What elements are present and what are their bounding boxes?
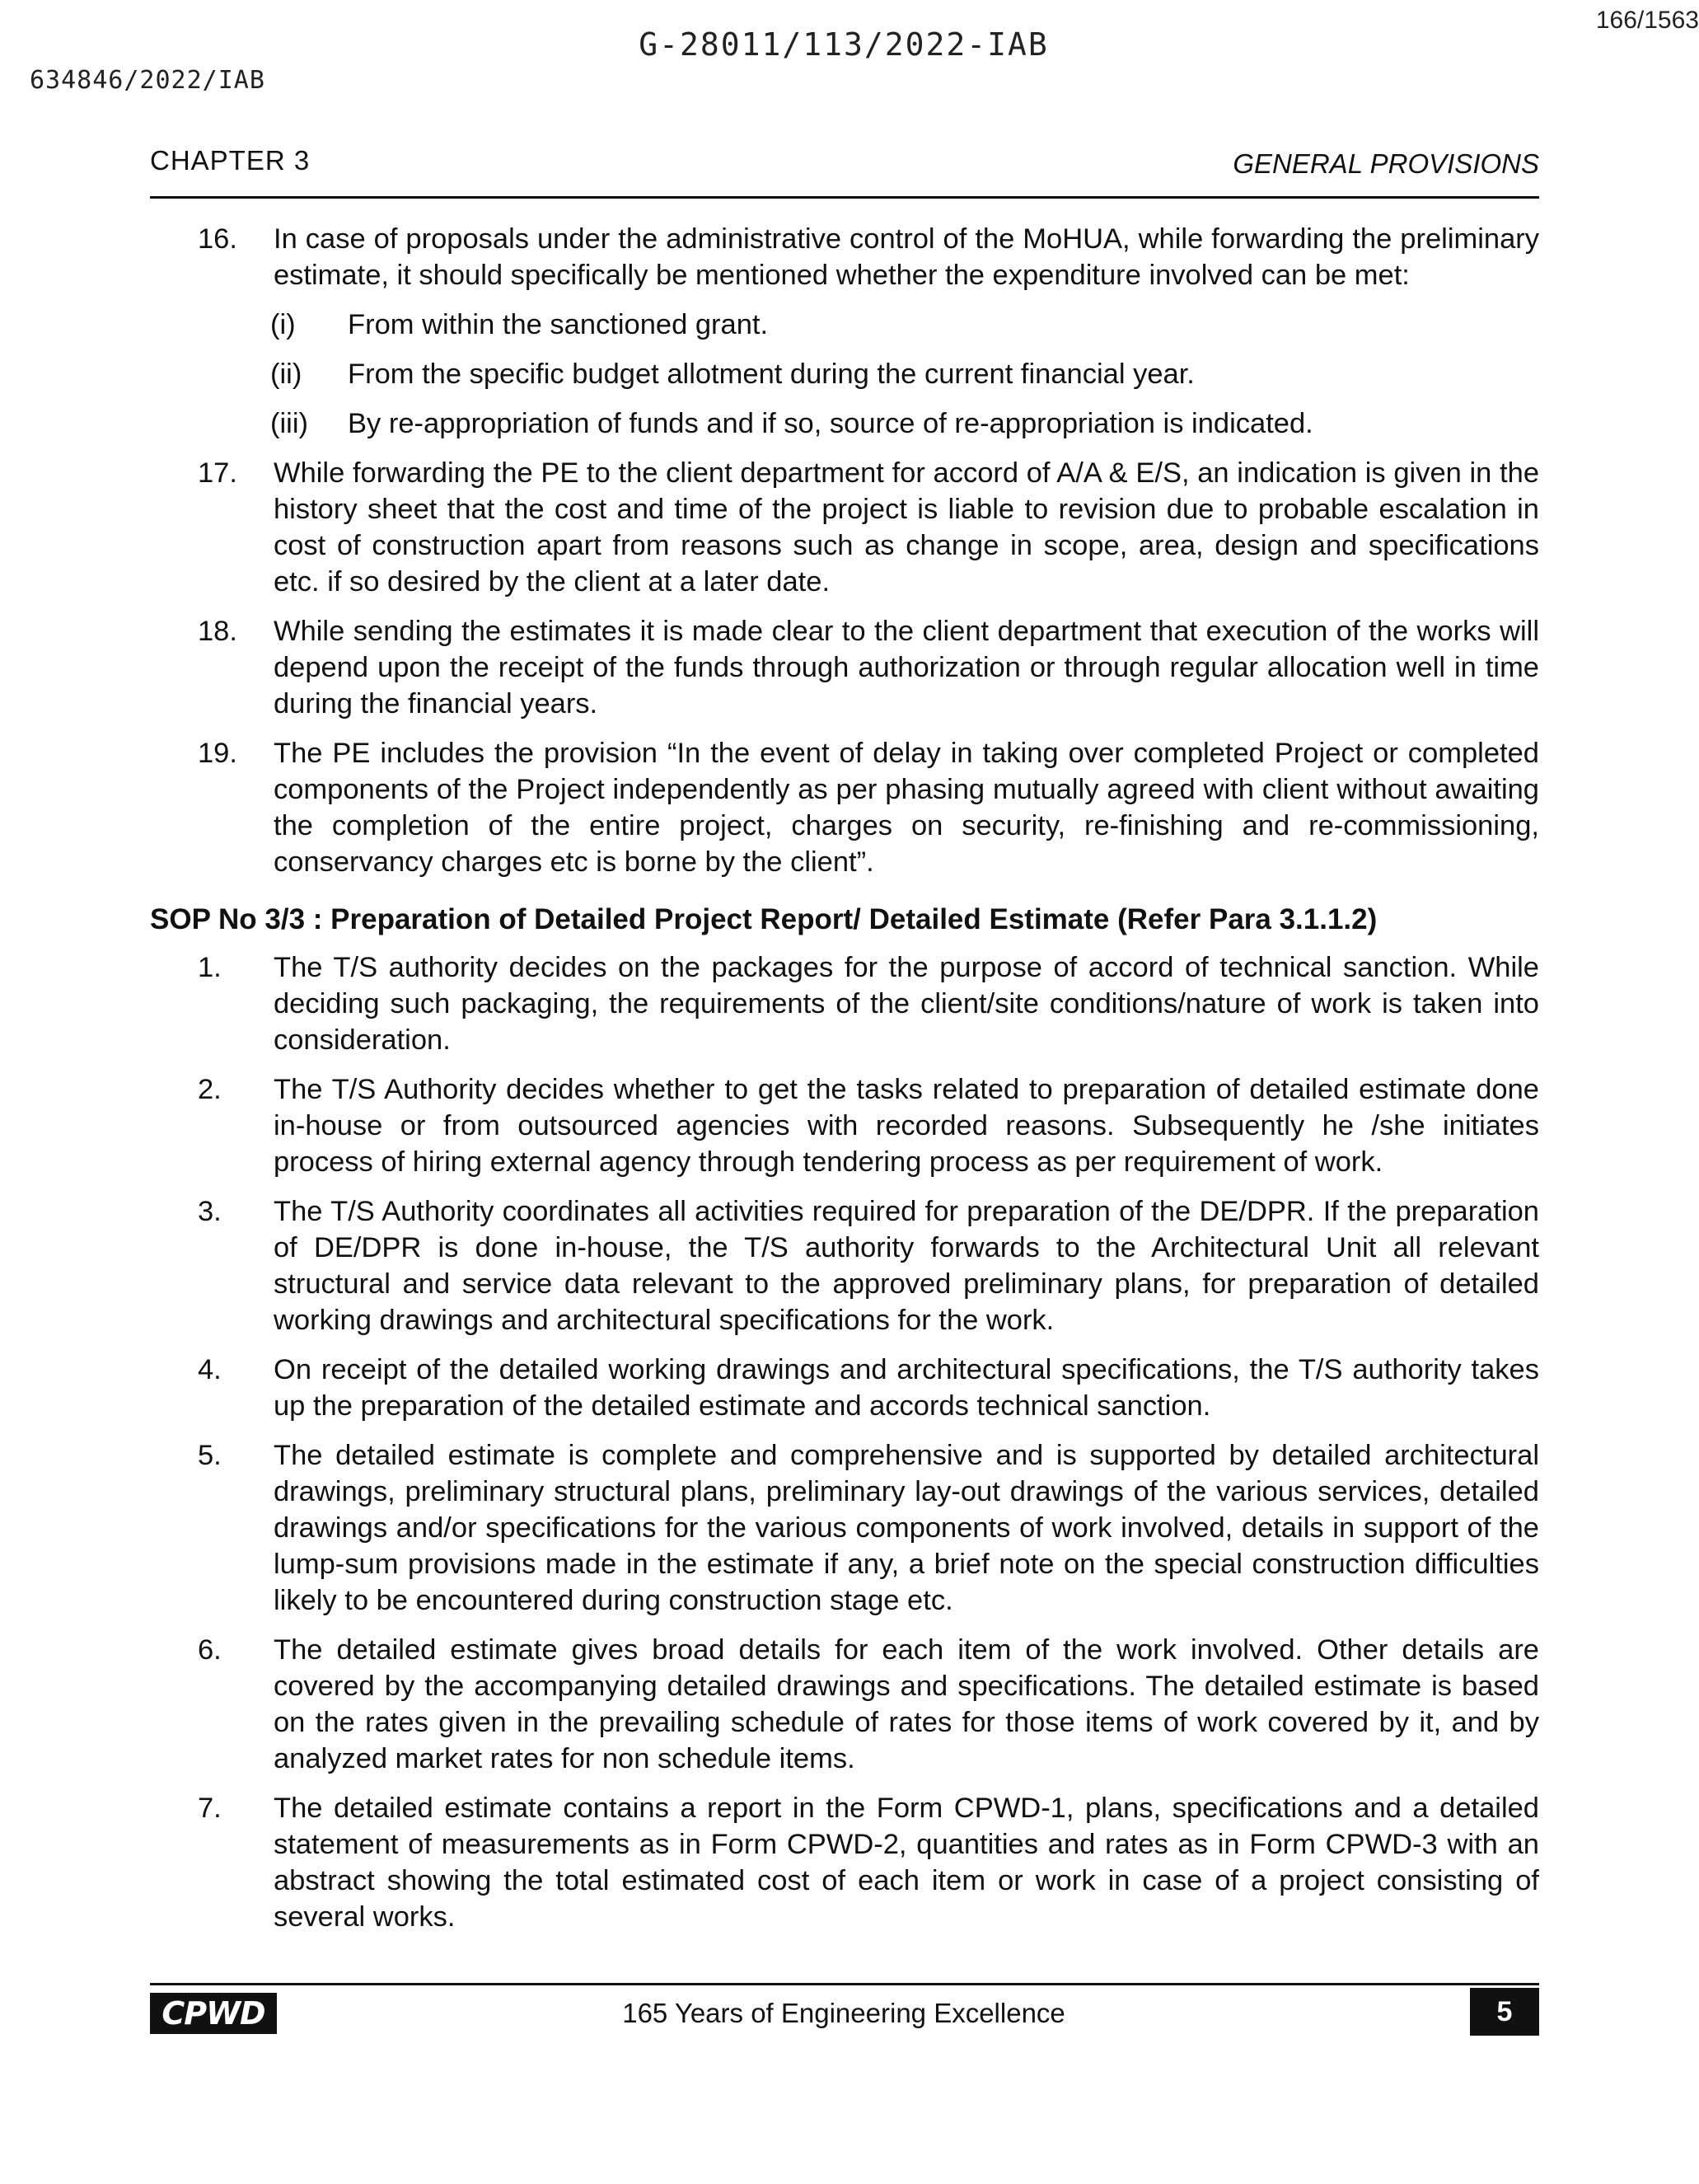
sub-item-text: From within the sanctioned grant.: [348, 309, 769, 340]
header-divider: [150, 196, 1539, 199]
item-text: The detailed estimate contains a report in the Form CPWD-1, plans, specifications and a detailed statement of measurements as in Form CPWD-2, quantities and rates as in Form CPWD-3 with an abstract showing the total estimated cost of each item or work in case of a project consisting of several works.: [274, 1793, 1539, 1933]
list-item: [150, 735, 1539, 880]
item-text: The T/S authority decides on the packages for the purpose of accord of technical sanction. While deciding such packaging, the requirements of the client/site conditions/nature of work is taken into consideration.: [274, 952, 1539, 1056]
item-number: 18.: [198, 616, 237, 647]
cpwd-logo: CPWD: [150, 1993, 277, 2034]
item-text: While forwarding the PE to the client department for accord of A/A & E/S, an indication is given in the history sheet that the cost and time of the project is liable to revision due to probable escalation in cost of construction apart from reasons such as change in scope, area, design and specifications etc. if so desired by the client at a later date.: [274, 457, 1539, 598]
item-number: 1.: [198, 952, 222, 983]
list-item: [150, 613, 1539, 722]
running-header: [150, 142, 1539, 191]
item-number: 3.: [198, 1196, 222, 1227]
sub-item-text: From the specific budget allotment during the current financial year.: [348, 359, 1195, 390]
item-text: In case of proposals under the administrative control of the MoHUA, while forwarding the preliminary estimate, it should specifically be mentioned whether the expenditure involved can be met:: [274, 223, 1539, 291]
list-item: [150, 1071, 1539, 1180]
item-number: 6.: [198, 1634, 222, 1666]
item-text: The PE includes the provision “In the event of delay in taking over completed Project or completed components of the Project independently as per phasing mutually agreed with client without awaiting the completion of the entire project, charges on security, re-finishing and re-commissioning, conservancy charges etc is borne by the client”.: [274, 738, 1539, 878]
sub-list-item: [150, 356, 1539, 392]
page-body: [150, 221, 1539, 1948]
item-number: 17.: [198, 457, 237, 489]
list-item: [150, 949, 1539, 1058]
provisions-list: [150, 221, 1539, 880]
item-number: 7.: [198, 1793, 222, 1824]
sop-list: [150, 949, 1539, 1935]
sub-list-item: [150, 307, 1539, 343]
item-number: 19.: [198, 738, 237, 769]
page-counter: 166/1563: [1595, 7, 1699, 34]
item-number: 2.: [198, 1074, 222, 1105]
item-number: 16.: [198, 223, 237, 255]
file-number-stamp: G-28011/113/2022-IAB: [639, 26, 1049, 63]
item-number: 4.: [198, 1354, 222, 1385]
list-item: [150, 1352, 1539, 1424]
list-item: [150, 1632, 1539, 1777]
footer-divider: [150, 1983, 1539, 1985]
footer-tagline: 165 Years of Engineering Excellence: [622, 1998, 1065, 2028]
list-item: [150, 455, 1539, 600]
sub-item-number: (i): [270, 309, 296, 340]
chapter-label: CHAPTER 3: [150, 145, 311, 176]
sub-list-item: [150, 405, 1539, 442]
list-item: [150, 221, 1539, 293]
item-number: 5.: [198, 1440, 222, 1471]
sop-heading: SOP No 3/3 : Preparation of Detailed Project Report/ Detailed Estimate (Refer Para 3.1.1.2): [150, 903, 1378, 935]
receipt-number-stamp: 634846/2022/IAB: [30, 66, 265, 95]
page-number: 5: [1470, 1988, 1539, 2036]
item-text: The detailed estimate is complete and comprehensive and is supported by detailed architectural drawings, preliminary structural plans, preliminary lay-out drawings of the various services, detailed drawings and/or specifications for the various components of work involved, details in support of the lump-sum provisions made in the estimate if any, a brief note on the special construction difficulties likely to be encountered during construction stage etc.: [274, 1440, 1539, 1616]
list-item: [150, 1193, 1539, 1338]
sub-item-number: (iii): [270, 408, 308, 439]
item-text: The T/S Authority coordinates all activities required for preparation of the DE/DPR. If the preparation of DE/DPR is done in-house, the T/S authority forwards to the Architectural Unit all relevant structural and service data relevant to the approved preliminary plans, for preparation of detailed working drawings and architectural specifications for the work.: [274, 1196, 1539, 1336]
item-text: The detailed estimate gives broad details for each item of the work involved. Other details are covered by the accompanying detailed drawings and specifications. The detailed estimate is based on the rates given in the prevailing schedule of rates for those items of work covered by it, and by analyzed market rates for non schedule items.: [274, 1634, 1539, 1774]
list-item: [150, 1437, 1539, 1619]
list-item: [150, 1790, 1539, 1935]
item-text: On receipt of the detailed working drawings and architectural specifications, the T/S authority takes up the preparation of the detailed estimate and accords technical sanction.: [274, 1354, 1539, 1422]
sub-item-text: By re-appropriation of funds and if so, source of re-appropriation is indicated.: [348, 408, 1313, 439]
sub-item-number: (ii): [270, 359, 302, 390]
item-text: While sending the estimates it is made clear to the client department that execution of the works will depend upon the receipt of the funds through authorization or through regular allocation well in time during the financial years.: [274, 616, 1539, 719]
section-label: GENERAL PROVISIONS: [1233, 148, 1539, 179]
item-text: The T/S Authority decides whether to get the tasks related to preparation of detailed estimate done in-house or from outsourced agencies with recorded reasons. Subsequently he /she initiates process of hiring external agency through tendering process as per requirement of work.: [274, 1074, 1539, 1178]
